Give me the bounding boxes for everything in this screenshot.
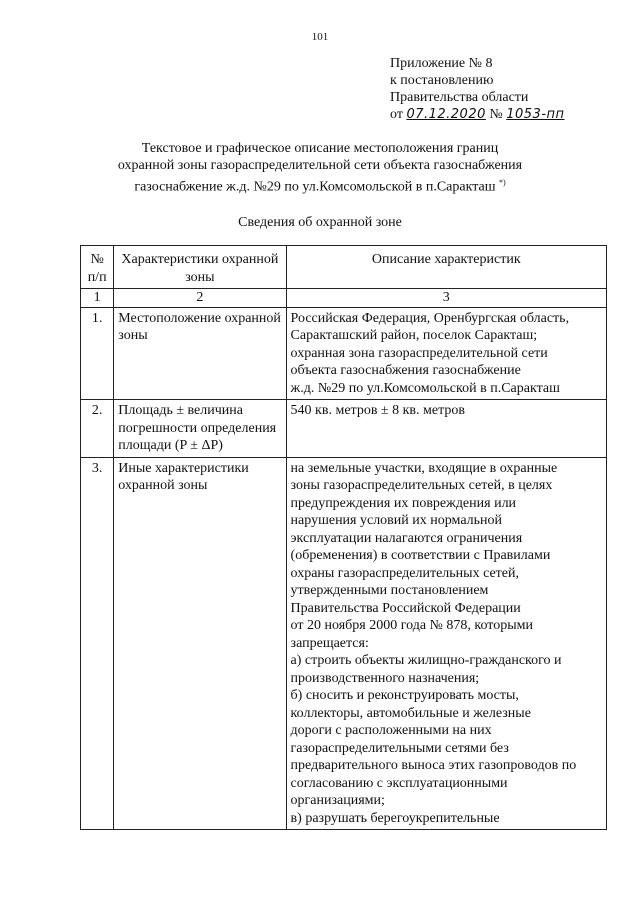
page-number: 101 xyxy=(311,31,329,43)
handwritten-date: 07.12.2020 xyxy=(406,107,486,122)
description-line: нарушения условий их нормальной xyxy=(290,513,503,528)
column-number: 1 xyxy=(81,289,114,308)
description-line: на земельные участки, входящие в охранные xyxy=(290,460,558,476)
number-sign: № xyxy=(489,107,503,122)
table-row xyxy=(81,457,607,830)
description-line: охраны газораспределительных сетей, xyxy=(290,565,520,581)
row-number: 1. xyxy=(81,307,114,400)
section-title: Сведения об охранной зоне xyxy=(238,215,402,230)
column-number-row xyxy=(81,289,607,308)
table-row xyxy=(81,400,607,458)
description-line: в) разрушать берегоукрепительные xyxy=(290,810,500,826)
column-number: 3 xyxy=(286,289,606,308)
appendix-line-3: Правительства области xyxy=(390,90,529,105)
description-line: объекта газоснабжения газоснабжение xyxy=(290,363,521,378)
description-line: эксплуатации налагаются ограничения xyxy=(290,530,523,546)
description-line: 540 кв. метров ± 8 кв. метров xyxy=(290,403,465,418)
row-characteristic: Площадь ± величина погрешности определения площади (P ± ΔP) xyxy=(114,400,286,458)
title-line-3 xyxy=(0,174,640,196)
table-header-row xyxy=(81,246,607,289)
header-number: № п/п xyxy=(81,246,114,289)
description-line: предварительного выноса этих газопроводов по xyxy=(290,758,577,773)
footnote-mark: *) xyxy=(498,178,506,187)
description-line: охранная зона газораспределительной сети xyxy=(290,345,548,361)
header-description: Описание характеристик xyxy=(286,246,606,289)
row-description xyxy=(286,457,606,830)
description-line: б) сносить и реконструировать мосты, xyxy=(290,688,519,703)
title-line-3-text: газоснабжение ж.д. №29 по ул.Комсомольской в п.Саракташ xyxy=(134,179,496,195)
row-characteristic: Местоположение охранной зоны xyxy=(114,307,286,400)
row-description xyxy=(286,400,606,458)
appendix-line-1: Приложение № 8 xyxy=(390,56,493,71)
header-characteristic: Характеристики охранной зоны xyxy=(114,246,286,289)
appendix-line-2: к постановлению xyxy=(390,73,494,88)
description-line: Правительства Российской Федерации xyxy=(290,600,521,616)
description-line: Саракташский район, поселок Саракташ; xyxy=(290,328,538,343)
appendix-date-line xyxy=(390,106,565,123)
description-line: Российская Федерация, Оренбургская область, xyxy=(290,310,570,326)
column-number: 2 xyxy=(114,289,286,308)
description-line: коллекторы, автомобильные и железные xyxy=(290,705,531,721)
title-line-1: Текстовое и графическое описание местоположения границ xyxy=(141,141,499,156)
description-line: газораспределительными сетями без xyxy=(290,740,509,756)
description-line: предупреждения их повреждения или xyxy=(290,495,517,511)
zone-table xyxy=(80,245,607,830)
description-line: от 20 ноября 2000 года № 878, которыми xyxy=(290,618,533,633)
row-number: 3. xyxy=(81,457,114,830)
handwritten-number: 1053-пп xyxy=(506,107,565,122)
description-line: ж.д. №29 по ул.Комсомольской в п.Саракташ xyxy=(290,380,560,396)
table-row xyxy=(81,307,607,400)
document-title xyxy=(0,140,640,196)
row-number: 2. xyxy=(81,400,114,458)
description-line: согласованию с эксплуатационными xyxy=(290,775,508,791)
description-line: дороги с расположенными на них xyxy=(290,723,492,738)
description-line: зоны газораспределительных сетей, в целях xyxy=(290,478,553,493)
description-line: запрещается: xyxy=(290,635,369,651)
description-line: а) строить объекты жилищно-гражданского и xyxy=(290,653,562,668)
description-line: организациями; xyxy=(290,793,385,808)
date-prefix: от xyxy=(390,107,403,122)
title-line-2: охранной зоны газораспределительной сети объекта газоснабжения xyxy=(117,158,523,173)
description-line: (обременения) в соответствии с Правилами xyxy=(290,548,551,563)
description-line: производственного назначения; xyxy=(290,670,480,686)
row-description xyxy=(286,307,606,400)
appendix-block xyxy=(390,55,565,123)
description-line: утвержденными постановлением xyxy=(290,583,489,598)
row-characteristic: Иные характеристики охранной зоны xyxy=(114,457,286,830)
